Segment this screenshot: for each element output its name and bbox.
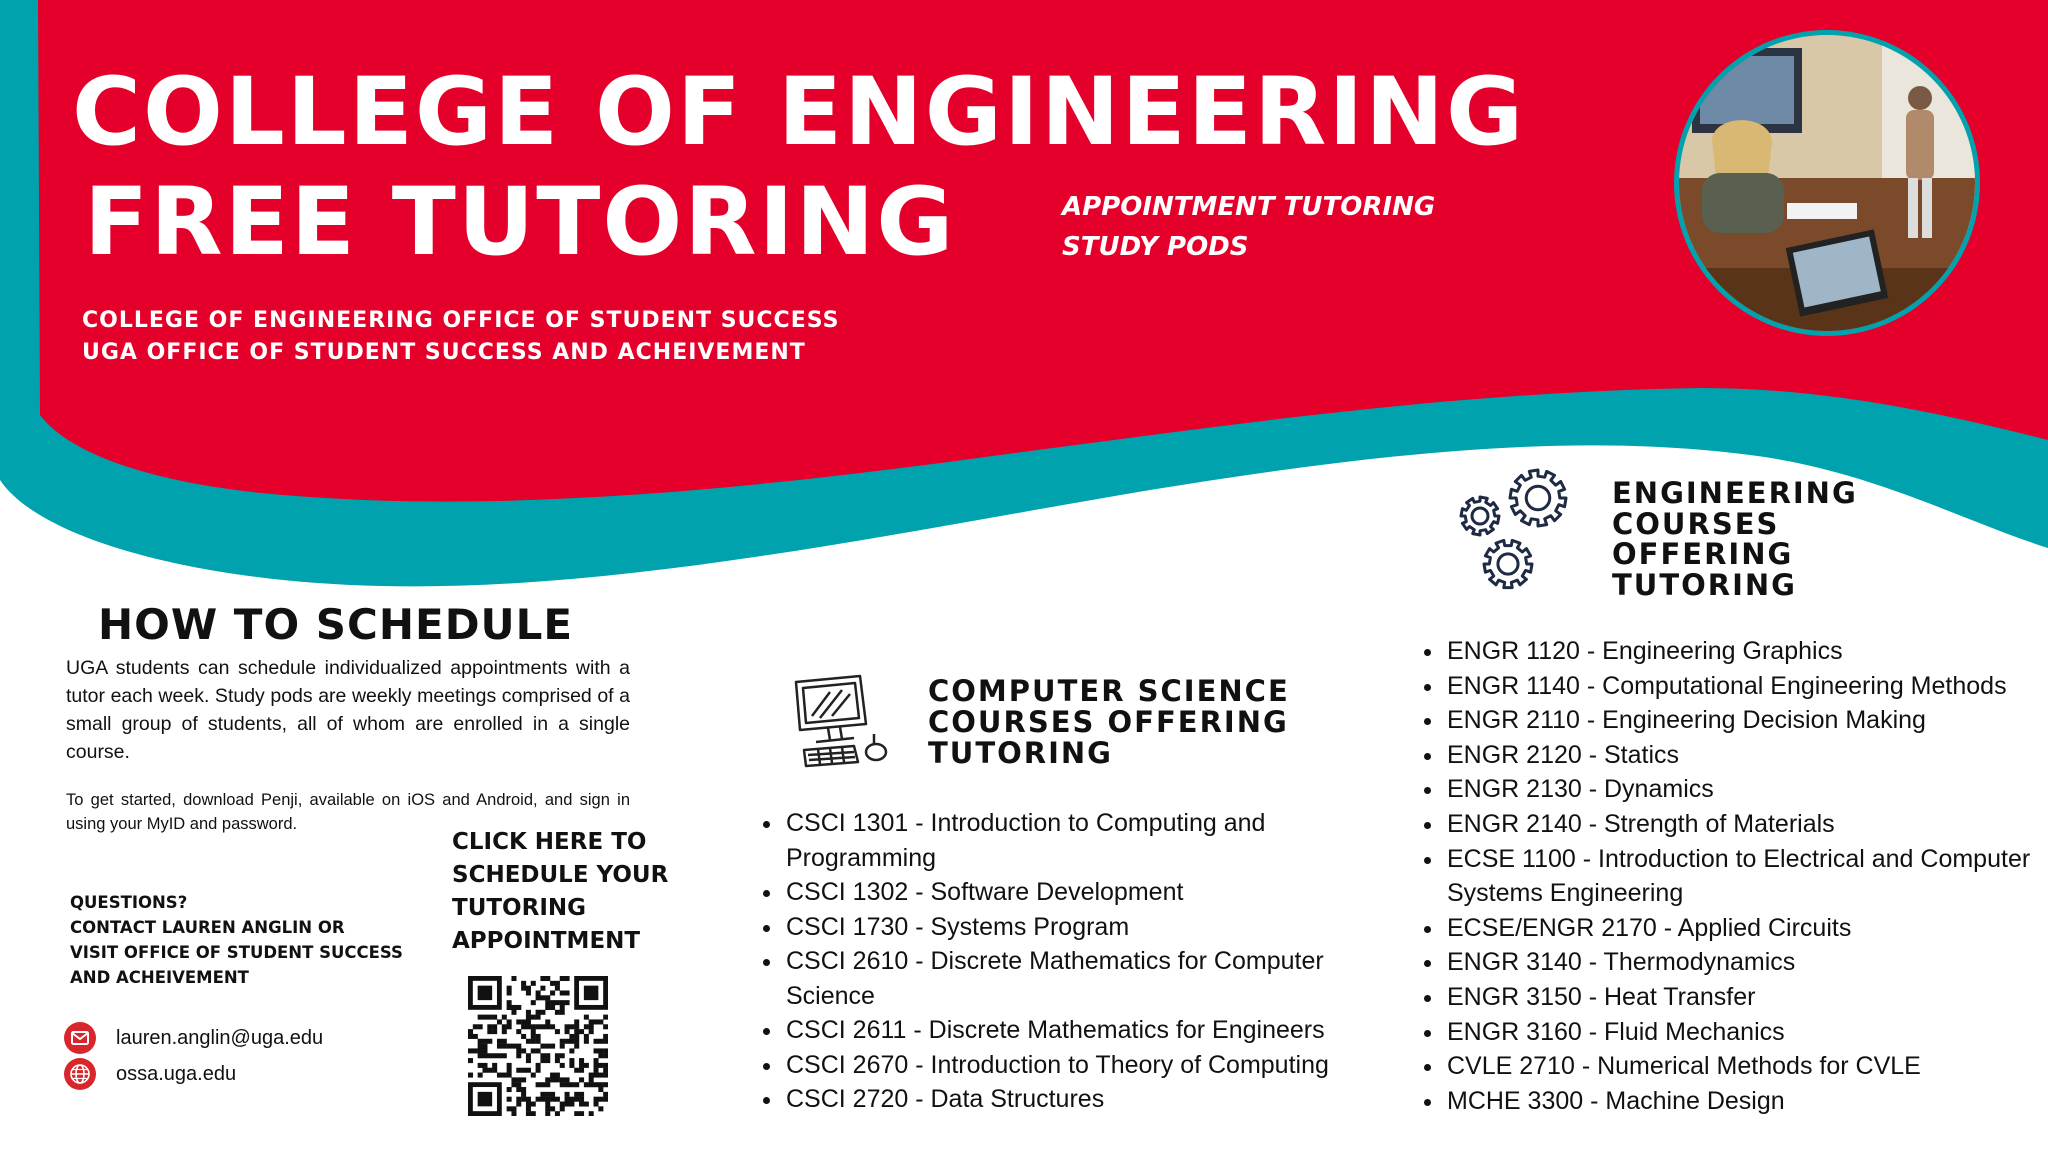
eng-heading-line: ENGINEERING [1612,476,1858,510]
how-to-schedule-description: UGA students can schedule individualized appointments with a tutor each week. Study pods are weekly meetings comprised of a small group of students, all of whom are enrolled in a single course. [66,657,630,763]
eng-heading-line: TUTORING [1612,567,1797,602]
email-contact[interactable] [64,1022,323,1054]
eng-course-item: • ENGR 2120 - Statics [1445,738,2048,773]
questions-line: CONTACT LAUREN ANGLIN OR [70,918,345,937]
schedule-link-line: CLICK HERE TO [452,829,647,855]
cs-course-item: • CSCI 2720 - Data Structures [784,1082,1404,1117]
eng-course-item: • ENGR 1140 - Computational Engineering Methods [1445,669,2048,704]
computer-icon [790,672,900,772]
email-link[interactable]: lauren.anglin@uga.edu [116,1026,324,1049]
eng-course-item: • ECSE/ENGR 2170 - Applied Circuits [1445,911,2048,946]
title-line-1: COLLEGE OF ENGINEERING [72,58,1526,167]
tutoring-photo [1672,28,1982,338]
envelope-icon [64,1022,96,1054]
eng-course-item: • ENGR 2140 - Strength of Materials [1445,807,2048,842]
questions-line: QUESTIONS? [70,893,188,912]
eng-course-item: • CVLE 2710 - Numerical Methods for CVLE [1445,1049,2048,1084]
eng-course-item: • ECSE 1100 - Introduction to Electrical and Computer Systems Engineering [1445,842,2048,911]
website-link[interactable]: ossa.uga.edu [116,1062,237,1085]
eng-course-item: • MCHE 3300 - Machine Design [1445,1084,2048,1119]
cs-course-list [752,806,1404,1117]
cs-heading-line: COMPUTER SCIENCE [928,674,1290,708]
questions-line: VISIT OFFICE OF STUDENT SUCCESS [70,943,403,962]
cs-course-item: • CSCI 1302 - Software Development [784,875,1404,910]
cs-course-item: • CSCI 2670 - Introduction to Theory of Computing [784,1048,1404,1083]
globe-icon [64,1058,96,1090]
eng-course-list [1415,634,2048,1118]
cs-course-item: • CSCI 1730 - Systems Program [784,910,1404,945]
schedule-link-line: APPOINTMENT [452,928,641,954]
eng-course-item: • ENGR 2130 - Dynamics [1445,772,2048,807]
eng-heading-line: COURSES [1612,506,1780,541]
schedule-appointment-link[interactable] [452,826,692,958]
subtitle-appointment-tutoring: APPOINTMENT TUTORING [1062,192,1436,222]
schedule-link-line: TUTORING [452,895,587,921]
eng-courses-heading [1612,478,1858,600]
website-contact[interactable] [64,1058,236,1090]
how-to-schedule-heading: HOW TO SCHEDULE [98,600,574,649]
cs-heading-line: TUTORING [928,736,1113,770]
cs-course-item: • CSCI 2611 - Discrete Mathematics for Engineers [784,1013,1404,1048]
cs-courses-heading [928,676,1290,769]
qr-code[interactable] [468,976,608,1116]
office-line-2: UGA OFFICE OF STUDENT SUCCESS AND ACHEIVEMENT [82,340,806,365]
cs-course-item: • CSCI 1301 - Introduction to Computing and Programming [784,806,1404,875]
eng-course-item: • ENGR 1120 - Engineering Graphics [1445,634,2048,669]
cs-course-item: • CSCI 2610 - Discrete Mathematics for Computer Science [784,944,1404,1013]
eng-course-item: • ENGR 3160 - Fluid Mechanics [1445,1015,2048,1050]
questions-line: AND ACHEIVEMENT [70,968,249,987]
questions-block [70,890,430,990]
cs-heading-line: COURSES OFFERING [928,705,1289,739]
schedule-link-line: SCHEDULE YOUR [452,862,669,888]
eng-course-item: • ENGR 2110 - Engineering Decision Making [1445,703,2048,738]
eng-course-item: • ENGR 3150 - Heat Transfer [1445,980,2048,1015]
penji-instructions: To get started, download Penji, available on iOS and Android, and sign in using your MyID and password. [66,791,630,833]
eng-course-item: • ENGR 3140 - Thermodynamics [1445,945,2048,980]
title-line-2: FREE TUTORING [84,168,956,277]
subtitle-study-pods: STUDY PODS [1062,232,1249,262]
office-line-1: COLLEGE OF ENGINEERING OFFICE OF STUDENT SUCCESS [82,308,840,333]
eng-heading-line: OFFERING [1612,537,1794,571]
gears-icon [1456,466,1586,596]
